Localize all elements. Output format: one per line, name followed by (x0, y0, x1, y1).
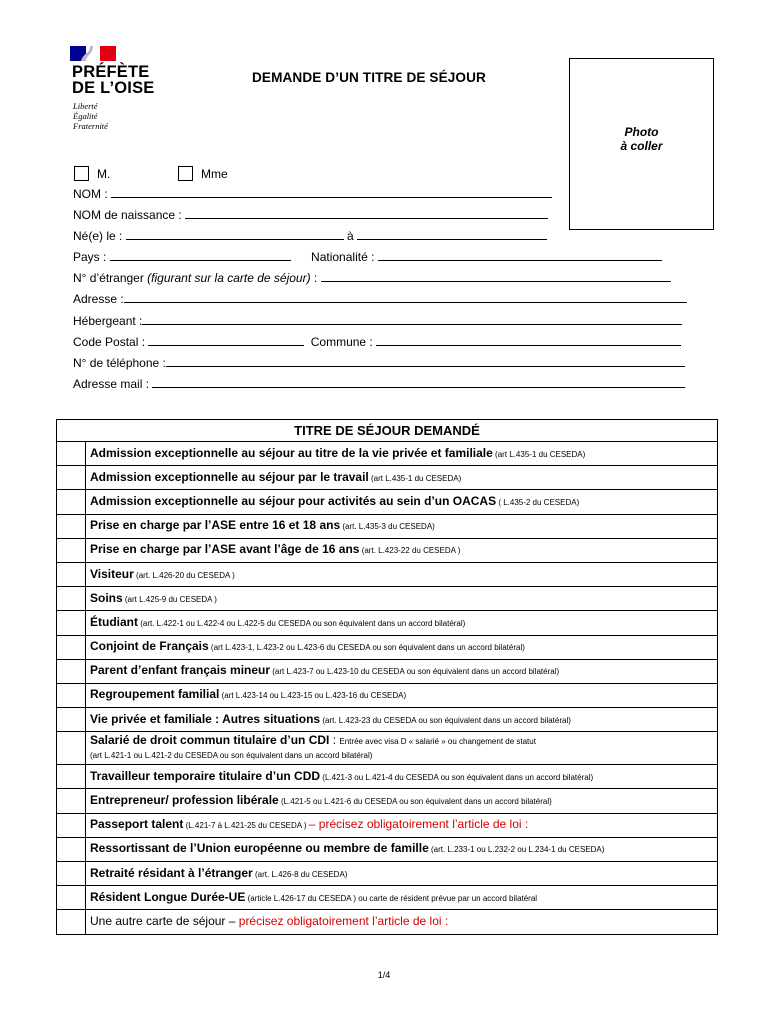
permit-label (86, 442, 718, 466)
hebergeant-line[interactable] (142, 314, 682, 325)
permit-legal-ref: ( L.435-2 du CESEDA) (496, 497, 580, 507)
permit-name: Salarié de droit commun titulaire d’un CDI (90, 733, 330, 748)
permit-legal-ref: (article L.426-17 du CESEDA ) ou carte de résident prévue par un accord bilatéral (245, 893, 538, 903)
field-mail[interactable]: Adresse mail : (73, 377, 685, 392)
permit-label (86, 813, 718, 837)
permit-checkbox-cell[interactable] (57, 789, 86, 813)
permit-label (86, 837, 718, 861)
permit-row[interactable] (57, 910, 718, 934)
permit-checkbox-cell[interactable] (57, 732, 86, 765)
field-code-postal-commune[interactable]: Code Postal : Commune : (73, 335, 681, 350)
field-pays-nationalite[interactable]: Pays : Nationalité : (73, 250, 662, 265)
permit-name: Prise en charge par l’ASE entre 16 et 18 ans (90, 518, 341, 533)
mail-line[interactable] (152, 377, 685, 388)
permit-legal-ref: (L.421-7 à L.421-25 du CESEDA ) (183, 821, 309, 831)
permit-checkbox-cell[interactable] (57, 837, 86, 861)
permit-legal-ref: (art. L.233-1 ou L.232-2 ou L.234-1 du CESEDA) (428, 845, 605, 855)
permit-legal-ref: Entrée avec visa D « salarié » ou changement de statut (339, 737, 536, 747)
permit-label (86, 886, 718, 910)
permit-name: Travailleur temporaire titulaire d’un CDD (90, 768, 321, 783)
permit-row[interactable] (57, 562, 718, 586)
adresse-line[interactable] (124, 292, 687, 303)
permit-row[interactable] (57, 813, 718, 837)
permit-row[interactable] (57, 732, 718, 765)
permit-checkbox-cell[interactable] (57, 611, 86, 635)
permit-legal-ref-2: (art L.421-1 ou L.421-2 du CESEDA ou son équivalent dans un accord bilatéral) (90, 751, 373, 761)
permit-label (86, 732, 718, 765)
permit-name: Conjoint de Français (90, 639, 209, 654)
page-number: 1/4 (377, 970, 391, 980)
permit-name: Prise en charge par l’ASE avant l’âge de 16 ans (90, 542, 360, 557)
permit-checkbox-cell[interactable] (57, 466, 86, 490)
permit-label (86, 708, 718, 732)
permit-label (86, 611, 718, 635)
permit-name: Résident Longue Durée-UE (90, 889, 246, 904)
permit-instruction: précisez obligatoirement l’article de loi : (318, 817, 529, 832)
permit-row[interactable] (57, 886, 718, 910)
nom-line[interactable] (111, 187, 552, 198)
lieu-naissance-line[interactable] (357, 229, 547, 240)
permit-row[interactable] (57, 837, 718, 861)
permit-legal-ref: (art L.425-9 du CESEDA ) (122, 594, 217, 604)
permit-row[interactable] (57, 765, 718, 789)
permit-legal-ref: (art. L.422-1 ou L.422-4 ou L.422-5 du CESEDA ou son équivalent dans un accord bilatéral) (138, 618, 466, 628)
permit-checkbox-cell[interactable] (57, 587, 86, 611)
permit-checkbox-cell[interactable] (57, 765, 86, 789)
permit-checkbox-cell[interactable] (57, 813, 86, 837)
civility-m-checkbox[interactable] (74, 166, 89, 181)
field-nom[interactable]: NOM : (73, 187, 552, 202)
permit-label (86, 538, 718, 562)
permit-legal-ref: (art L.423-14 ou L.423-15 ou L.423-16 du CESEDA) (219, 691, 407, 701)
permit-checkbox-cell[interactable] (57, 886, 86, 910)
permit-label (86, 765, 718, 789)
permit-row[interactable] (57, 490, 718, 514)
permit-name: Vie privée et familiale : Autres situations (90, 711, 321, 726)
permit-legal-ref: (art. L.423-23 du CESEDA ou son équivalent dans un accord bilatéral) (320, 715, 571, 725)
photo-label: Photo à coller (620, 125, 663, 153)
permit-legal-ref: (art. L.426-20 du CESEDA ) (133, 570, 235, 580)
permit-separator: Une autre carte de séjour – (90, 914, 239, 929)
permit-row[interactable] (57, 514, 718, 538)
field-adresse[interactable]: Adresse : (73, 292, 687, 307)
permit-name: Passeport talent (90, 817, 184, 832)
permit-name: Regroupement familial (90, 687, 220, 702)
republic-motto: Liberté Égalité Fraternité (73, 101, 108, 131)
permit-legal-ref: (art L.423-1, L.423-2 ou L.423-6 du CESEDA ou son équivalent dans un accord bilatéral) (208, 643, 525, 653)
permit-legal-ref: (L.421-5 ou L.421-6 du CESEDA ou son équivalent dans un accord bilatéral) (278, 797, 552, 807)
field-hebergeant[interactable]: Hébergeant : (73, 314, 682, 329)
field-nom-naissance[interactable]: NOM de naissance : (73, 208, 548, 223)
permit-checkbox-cell[interactable] (57, 442, 86, 466)
nationalite-line[interactable] (378, 250, 662, 261)
permit-name: Retraité résidant à l’étranger (90, 865, 253, 880)
field-telephone[interactable]: N° de téléphone : (73, 356, 685, 371)
permit-label (86, 910, 718, 934)
permit-label (86, 514, 718, 538)
permit-row[interactable] (57, 466, 718, 490)
commune-line[interactable] (376, 335, 681, 346)
permit-separator: : (329, 733, 340, 748)
civility-mme-option[interactable]: Mme (178, 166, 228, 182)
permit-row[interactable] (57, 611, 718, 635)
permit-checkbox-cell[interactable] (57, 862, 86, 886)
permit-checkbox-cell[interactable] (57, 683, 86, 707)
permit-checkbox-cell[interactable] (57, 514, 86, 538)
permit-legal-ref: (art. L.435-3 du CESEDA) (340, 522, 435, 532)
permit-checkbox-cell[interactable] (57, 659, 86, 683)
permit-separator: – (308, 817, 319, 832)
permit-row[interactable] (57, 789, 718, 813)
permit-name: Visiteur (90, 566, 134, 581)
marianne-flag-logo (70, 46, 116, 61)
permit-label (86, 587, 718, 611)
permit-checkbox-cell[interactable] (57, 562, 86, 586)
permit-table-title: TITRE DE SÉJOUR DEMANDÉ (57, 420, 718, 442)
permit-label (86, 490, 718, 514)
code-postal-line[interactable] (148, 335, 304, 346)
permit-row[interactable] (57, 442, 718, 466)
permit-checkbox-cell[interactable] (57, 708, 86, 732)
civility-m-option[interactable]: M. (74, 166, 110, 182)
permit-row[interactable] (57, 587, 718, 611)
permit-row[interactable] (57, 708, 718, 732)
field-date-naissance[interactable]: Né(e) le : à (73, 229, 547, 244)
permit-legal-ref: (art L.435-1 du CESEDA) (492, 449, 586, 459)
permit-label (86, 659, 718, 683)
permit-checkbox-cell[interactable] (57, 910, 86, 934)
permit-checkbox-cell[interactable] (57, 635, 86, 659)
permit-legal-ref: (art. L.426-8 du CESEDA) (252, 869, 348, 879)
permit-legal-ref: (art. L.423-22 du CESEDA ) (359, 546, 461, 556)
permit-label (86, 862, 718, 886)
field-numero-etranger[interactable]: N° d’étranger (figurant sur la carte de séjour) : (73, 271, 671, 286)
permit-legal-ref: (art L.423-7 ou L.423-10 du CESEDA ou son équivalent dans un accord bilatéral) (270, 667, 560, 677)
photo-box (569, 58, 714, 230)
permit-name: Admission exceptionnelle au séjour pour activités au sein d’un OACAS (90, 493, 497, 508)
permit-name: Parent d’enfant français mineur (90, 663, 271, 678)
permit-name: Soins (90, 590, 123, 605)
permit-label (86, 635, 718, 659)
permit-name: Étudiant (90, 614, 138, 629)
prefecture-logo-name: PRÉFÈTE DE L’OISE (72, 63, 155, 97)
permit-name: Admission exceptionnelle au séjour au titre de la vie privée et familiale (90, 445, 493, 460)
civility-mme-checkbox[interactable] (178, 166, 193, 181)
permit-instruction: précisez obligatoirement l’article de loi : (238, 914, 449, 929)
date-naissance-line[interactable] (126, 229, 344, 240)
permit-type-table (56, 419, 718, 935)
permit-legal-ref: (L.421-3 ou L.421-4 du CESEDA ou son équivalent dans un accord bilatéral) (320, 772, 594, 782)
permit-name: Admission exceptionnelle au séjour par le travail (90, 469, 369, 484)
permit-row[interactable] (57, 683, 718, 707)
telephone-line[interactable] (166, 356, 685, 367)
permit-label (86, 562, 718, 586)
page-title: DEMANDE D’UN TITRE DE SÉJOUR (252, 70, 486, 85)
permit-row[interactable] (57, 862, 718, 886)
permit-label (86, 466, 718, 490)
permit-name: Entrepreneur/ profession libérale (90, 793, 279, 808)
nom-naissance-line[interactable] (185, 208, 548, 219)
permit-label (86, 683, 718, 707)
permit-row[interactable] (57, 538, 718, 562)
permit-row[interactable] (57, 659, 718, 683)
numero-etranger-line[interactable] (321, 271, 671, 282)
pays-line[interactable] (110, 250, 291, 261)
permit-checkbox-cell[interactable] (57, 490, 86, 514)
permit-legal-ref: (art L.435-1 du CESEDA) (368, 473, 462, 483)
permit-row[interactable] (57, 635, 718, 659)
permit-checkbox-cell[interactable] (57, 538, 86, 562)
permit-name: Ressortissant de l’Union européenne ou membre de famille (90, 841, 429, 856)
permit-label (86, 789, 718, 813)
